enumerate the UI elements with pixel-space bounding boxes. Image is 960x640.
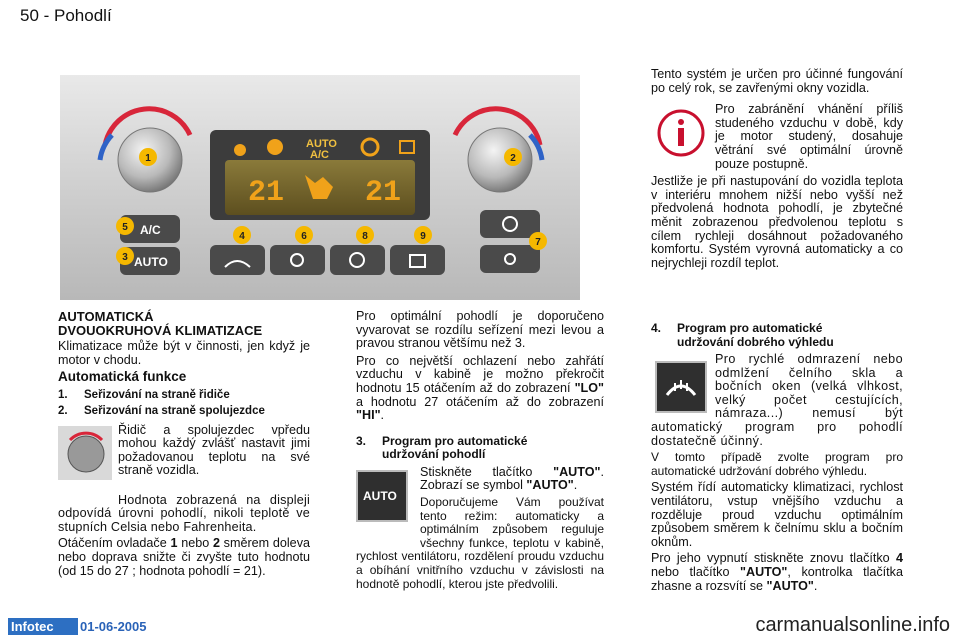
paragraph-4: V tomto případě zvolte program pro automatické udržování dobrého výhledu. xyxy=(651,450,903,478)
svg-text:5: 5 xyxy=(122,222,128,233)
column-3-lower xyxy=(651,322,903,593)
svg-text:2: 2 xyxy=(510,153,516,164)
paragraph-2: Jestliže je při nastupování do vozidla teplota v interiéru mnohem nižší nebo vyšší než předvolená hodnota pohodlí, je zbytečné měnit zobrazenou předvolenou teplotu s cílem rychleji dosáhnout požadovaného komfortu. Systém vyrovná automaticky a co nejrychleji rozdíl teplot. xyxy=(651,174,903,270)
svg-text:6: 6 xyxy=(301,231,307,242)
air-distribution-button xyxy=(270,245,325,275)
recirculation-button xyxy=(330,245,385,275)
paragraph-2: Otáčením ovladače 1 nebo 2 směrem doleva nebo doprava snižte či zvyšte tuto hodnotu (od 15 do 27 ; hodnota pohodlí = 21). xyxy=(58,536,310,578)
defrost-indicator-icon xyxy=(234,144,246,156)
intro-paragraph: Klimatizace může být v činnosti, jen když je motor v chodu. xyxy=(58,339,310,367)
item-4: 4. Program pro automatické udržování dobrého výhledu xyxy=(651,321,834,349)
section-title-line1: AUTOMATICKÁ xyxy=(58,309,154,324)
section-title-line2: DVOUOKRUHOVÁ KLIMATIZACE xyxy=(58,322,263,338)
column-2 xyxy=(356,310,604,591)
paragraph-5: Systém řídí automaticky klimatizaci, rychlost ventilátoru, vstup vnějšího vzduchu a rozděluje proud vzduchu optimálním způsobem směrem k čelnímu sklu a bočním oknům. xyxy=(651,480,903,549)
fan-down-button xyxy=(480,245,540,273)
lcd-temp-right: 21 xyxy=(365,176,402,210)
knob-icon xyxy=(58,426,112,480)
paragraph-6: Pro jeho vypnutí stiskněte znovu tlačítko 4 nebo tlačítko "AUTO", kontrolka tlačítka zhasne a rozsvítí se "AUTO". xyxy=(651,551,903,593)
lcd-temp-left: 21 xyxy=(248,176,285,210)
item-1: 1. Seřizování na straně řidiče xyxy=(58,388,230,401)
svg-text:8: 8 xyxy=(362,231,368,242)
item-2: 2. Seřizování na straně spolujezdce xyxy=(58,405,265,418)
paragraph-1: Pro optimální pohodlí je doporučeno vyvarovat se rozdílu seřízení mezi levou a pravou stranou většímu než 3. xyxy=(356,309,604,351)
info-icon xyxy=(651,107,707,159)
paragraph-1: Hodnota zobrazená na displeji odpovídá úrovni pohodlí, nikoli teplotě ve stupních Celsia nebo Fahrenheita. xyxy=(58,492,310,534)
watermark: carmanualsonline.info xyxy=(755,614,950,636)
info-note: Pro zabránění vhánění příliš studeného vzduchu v době, kdy je motor studený, dosahuje větrání své optimální úrovně pouze postupně. xyxy=(651,103,903,171)
column-3 xyxy=(651,68,903,270)
knob-note: Řidič a spolujezdec vpředu mohou každý zvlášť nastavit jimi požadovanou teplotu na své straně vozidla. xyxy=(58,424,310,494)
climate-panel-illustration xyxy=(60,75,580,300)
infotec-logo: Infotec xyxy=(8,618,78,635)
fan-up-button xyxy=(480,210,540,238)
svg-text:1: 1 xyxy=(145,153,151,164)
svg-text:A/C: A/C xyxy=(140,223,161,237)
svg-text:AUTO: AUTO xyxy=(134,255,168,269)
svg-text:3: 3 xyxy=(122,252,128,263)
page-header: 50 - Pohodlí xyxy=(20,6,112,25)
center-auto-label: AUTO xyxy=(306,138,337,150)
subsection-title: Automatická funkce xyxy=(58,369,187,385)
paragraph-1: Tento systém je určen pro účinné fungování po celý rok, se zavřenými okny vozidla. xyxy=(651,67,903,95)
column-1 xyxy=(58,310,310,578)
defrost-note: Pro rychlé odmrazení nebo odmlžení čelního skla a bočních oken (velká vlhkost, velký počet cestujících, námraza...) nemusí být automatický program pro pohodlí dostatečně účinný. xyxy=(651,352,903,448)
windscreen-defrost-icon xyxy=(655,361,707,413)
fan-indicator-icon xyxy=(267,139,283,155)
paragraph-2: Pro co největší ochlazení nebo zahřátí vzduchu v kabině je možno překročit hodnotu 15 otáčením až do zobrazení "LO" a hodnotu 27 otáčením až do zobrazení "HI". xyxy=(356,353,604,423)
auto-note: AUTO Stiskněte tlačítko "AUTO". Zobrazí se symbol "AUTO". Doporučujeme Vám používat tento režim: automaticky a optimálním způsobem reguluje všechny funkce, teplotu v kabině, rychlost ventilátoru, rozdělení proudu vzduchu a obíhání vnitřního vzduchu v závislosti na hodnotě pohodlí, kterou jste předvolili. xyxy=(356,464,604,591)
rear-window-defrost-button xyxy=(390,245,445,275)
svg-text:4: 4 xyxy=(239,231,245,242)
svg-text:7: 7 xyxy=(535,237,541,248)
center-ac-label: A/C xyxy=(310,149,329,161)
auto-button-icon: AUTO xyxy=(356,470,408,522)
svg-text:9: 9 xyxy=(420,231,426,242)
footer-date: 01-06-2005 xyxy=(80,619,147,634)
right-temperature-knob xyxy=(468,128,532,192)
item-3: 3. Program pro automatické udržování pohodlí xyxy=(356,433,528,462)
